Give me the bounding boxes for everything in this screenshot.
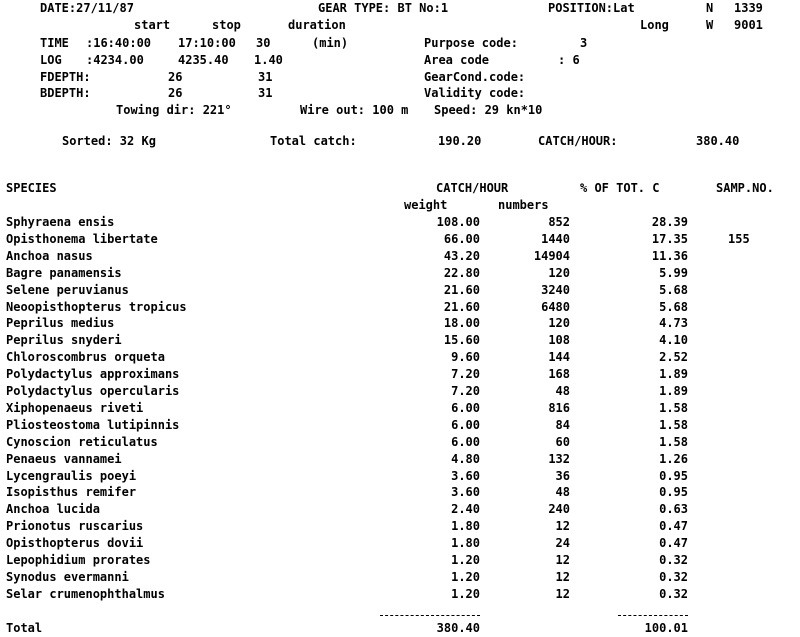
numbers-value: 816	[548, 401, 570, 415]
pct-value: 0.32	[659, 587, 688, 601]
numbers-value: 168	[548, 367, 570, 381]
weight-value: 7.20	[451, 367, 480, 381]
species-name: Lepophidium prorates	[6, 553, 151, 567]
numbers-value: 36	[555, 469, 570, 483]
bdepth-start: 26	[168, 86, 183, 100]
species-name: Peprilus snyderi	[6, 333, 122, 347]
pct-value: 0.95	[659, 469, 688, 483]
wire-out: Wire out: 100 m	[300, 103, 409, 117]
pct-value: 1.26	[659, 452, 688, 466]
species-name: Pliosteostoma lutipinnis	[6, 418, 180, 432]
pct-value: 28.39	[651, 215, 688, 229]
col-stop: stop	[212, 18, 241, 32]
col-duration: duration	[288, 18, 346, 32]
pct-value: 1.89	[659, 384, 688, 398]
long-label: Long	[640, 18, 669, 32]
weight-value: 43.20	[443, 249, 480, 263]
pct-value: 0.32	[659, 570, 688, 584]
pct-value: 1.58	[659, 401, 688, 415]
numbers-value: 132	[548, 452, 570, 466]
species-name: Neoopisthopterus tropicus	[6, 300, 187, 314]
pct-value: 17.35	[651, 232, 688, 246]
catch-hour-value: 380.40	[696, 134, 740, 148]
species-name: Polydactylus opercularis	[6, 384, 180, 398]
validity-label: Validity code:	[424, 86, 526, 100]
numbers-value: 1440	[541, 232, 570, 246]
species-name: Opisthopterus dovii	[6, 536, 144, 550]
total-weight: 380.40	[436, 621, 480, 635]
bdepth-label: BDEPTH:	[40, 86, 91, 100]
long-dir: W	[706, 18, 714, 32]
numbers-value: 120	[548, 266, 570, 280]
species-name: Selar crumenophthalmus	[6, 587, 165, 601]
purpose-code-label: Purpose code:	[424, 36, 518, 50]
date-label: DATE:27/11/87	[40, 1, 134, 15]
weight-value: 1.80	[451, 519, 480, 533]
pct-value: 5.99	[659, 266, 688, 280]
numbers-value: 14904	[533, 249, 570, 263]
numbers-value: 24	[555, 536, 570, 550]
total-catch-label: Total catch:	[270, 134, 357, 148]
pct-value: 4.73	[659, 316, 688, 330]
pct-value: 0.63	[659, 502, 688, 516]
numbers-value: 60	[555, 435, 570, 449]
species-name: Penaeus vannamei	[6, 452, 122, 466]
numbers-value: 12	[555, 587, 570, 601]
pct-value: 5.68	[659, 300, 688, 314]
lat-dir: N	[706, 1, 714, 15]
numbers-value: 6480	[541, 300, 570, 314]
species-name: Prionotus ruscarius	[6, 519, 144, 533]
weight-value: 66.00	[443, 232, 480, 246]
gear-type: GEAR TYPE: BT No:1	[318, 1, 449, 15]
weight-value: 21.60	[443, 283, 480, 297]
lat-value: 1339	[734, 1, 763, 15]
area-code-label: Area code	[424, 53, 490, 67]
pct-value: 0.47	[659, 536, 688, 550]
species-name: Peprilus medius	[6, 316, 115, 330]
species-name: Synodus evermanni	[6, 570, 129, 584]
weight-value: 4.80	[451, 452, 480, 466]
pct-value: 1.58	[659, 418, 688, 432]
weight-value: 1.80	[451, 536, 480, 550]
col-catch-hour-header: CATCH/HOUR	[436, 181, 509, 195]
species-name: Sphyraena ensis	[6, 215, 115, 229]
pct-value: 0.47	[659, 519, 688, 533]
sub-weight-header: weight	[404, 198, 448, 212]
total-label: Total	[6, 621, 43, 635]
catch-hour-label: CATCH/HOUR:	[538, 134, 618, 148]
weight-value: 6.00	[451, 401, 480, 415]
pct-value: 2.52	[659, 350, 688, 364]
weight-value: 1.20	[451, 587, 480, 601]
weight-value: 15.60	[443, 333, 480, 347]
total-pct: 100.01	[644, 621, 688, 635]
weight-value: 108.00	[436, 215, 480, 229]
position-label: POSITION:Lat	[548, 1, 635, 15]
species-name: Xiphopenaeus riveti	[6, 401, 144, 415]
log-start: :4234.00	[86, 53, 144, 67]
pct-value: 4.10	[659, 333, 688, 347]
time-stop: 17:10:00	[178, 36, 236, 50]
species-name: Lycengraulis poeyi	[6, 469, 137, 483]
speed: Speed: 29 kn*10	[434, 103, 543, 117]
weight-value: 7.20	[451, 384, 480, 398]
numbers-value: 84	[555, 418, 570, 432]
weight-value: 6.00	[451, 418, 480, 432]
species-name: Anchoa nasus	[6, 249, 93, 263]
fdepth-stop: 31	[258, 70, 273, 84]
numbers-value: 852	[548, 215, 570, 229]
weight-value: 3.60	[451, 469, 480, 483]
pct-value: 0.32	[659, 553, 688, 567]
weight-value: 9.60	[451, 350, 480, 364]
log-diff: 1.40	[254, 53, 283, 67]
weight-value: 18.00	[443, 316, 480, 330]
time-unit: (min)	[312, 36, 349, 50]
bdepth-stop: 31	[258, 86, 273, 100]
time-duration: 30	[256, 36, 271, 50]
col-samp-header: SAMP.NO.	[716, 181, 774, 195]
weight-value: 1.20	[451, 570, 480, 584]
species-name: Opisthonema libertate	[6, 232, 158, 246]
weight-value: 1.20	[451, 553, 480, 567]
col-pct-header: % OF TOT. C	[580, 181, 660, 195]
pct-value: 1.89	[659, 367, 688, 381]
samp-value: 155	[728, 232, 750, 246]
col-start: start	[134, 18, 171, 32]
weight-value: 22.80	[443, 266, 480, 280]
numbers-value: 12	[555, 570, 570, 584]
weight-value: 2.40	[451, 502, 480, 516]
long-value: 9001	[734, 18, 763, 32]
numbers-value: 48	[555, 384, 570, 398]
total-catch-value: 190.20	[438, 134, 482, 148]
numbers-value: 3240	[541, 283, 570, 297]
sub-numbers-header: numbers	[498, 198, 549, 212]
numbers-value: 12	[555, 553, 570, 567]
species-name: Chloroscombrus orqueta	[6, 350, 165, 364]
time-label: TIME	[40, 36, 69, 50]
weight-total-rule	[380, 615, 480, 616]
species-name: Anchoa lucida	[6, 502, 100, 516]
numbers-value: 144	[548, 350, 570, 364]
numbers-value: 120	[548, 316, 570, 330]
log-label: LOG	[40, 53, 62, 67]
species-name: Selene peruvianus	[6, 283, 129, 297]
numbers-value: 12	[555, 519, 570, 533]
gear-cond-label: GearCond.code:	[424, 70, 526, 84]
numbers-value: 240	[548, 502, 570, 516]
sorted-weight: Sorted: 32 Kg	[62, 134, 156, 148]
species-name: Isopisthus remifer	[6, 485, 137, 499]
numbers-value: 48	[555, 485, 570, 499]
log-stop: 4235.40	[178, 53, 229, 67]
purpose-code-value: 3	[580, 36, 588, 50]
species-name: Cynoscion reticulatus	[6, 435, 158, 449]
fdepth-start: 26	[168, 70, 183, 84]
pct-value: 11.36	[651, 249, 688, 263]
fdepth-label: FDEPTH:	[40, 70, 91, 84]
pct-total-rule	[618, 615, 688, 616]
species-name: Polydactylus approximans	[6, 367, 180, 381]
col-species-header: SPECIES	[6, 181, 57, 195]
towing-direction: Towing dir: 221°	[116, 103, 232, 117]
area-code-value: : 6	[558, 53, 580, 67]
weight-value: 3.60	[451, 485, 480, 499]
pct-value: 5.68	[659, 283, 688, 297]
weight-value: 6.00	[451, 435, 480, 449]
species-name: Bagre panamensis	[6, 266, 122, 280]
time-start: :16:40:00	[86, 36, 152, 50]
numbers-value: 108	[548, 333, 570, 347]
pct-value: 1.58	[659, 435, 688, 449]
weight-value: 21.60	[443, 300, 480, 314]
pct-value: 0.95	[659, 485, 688, 499]
